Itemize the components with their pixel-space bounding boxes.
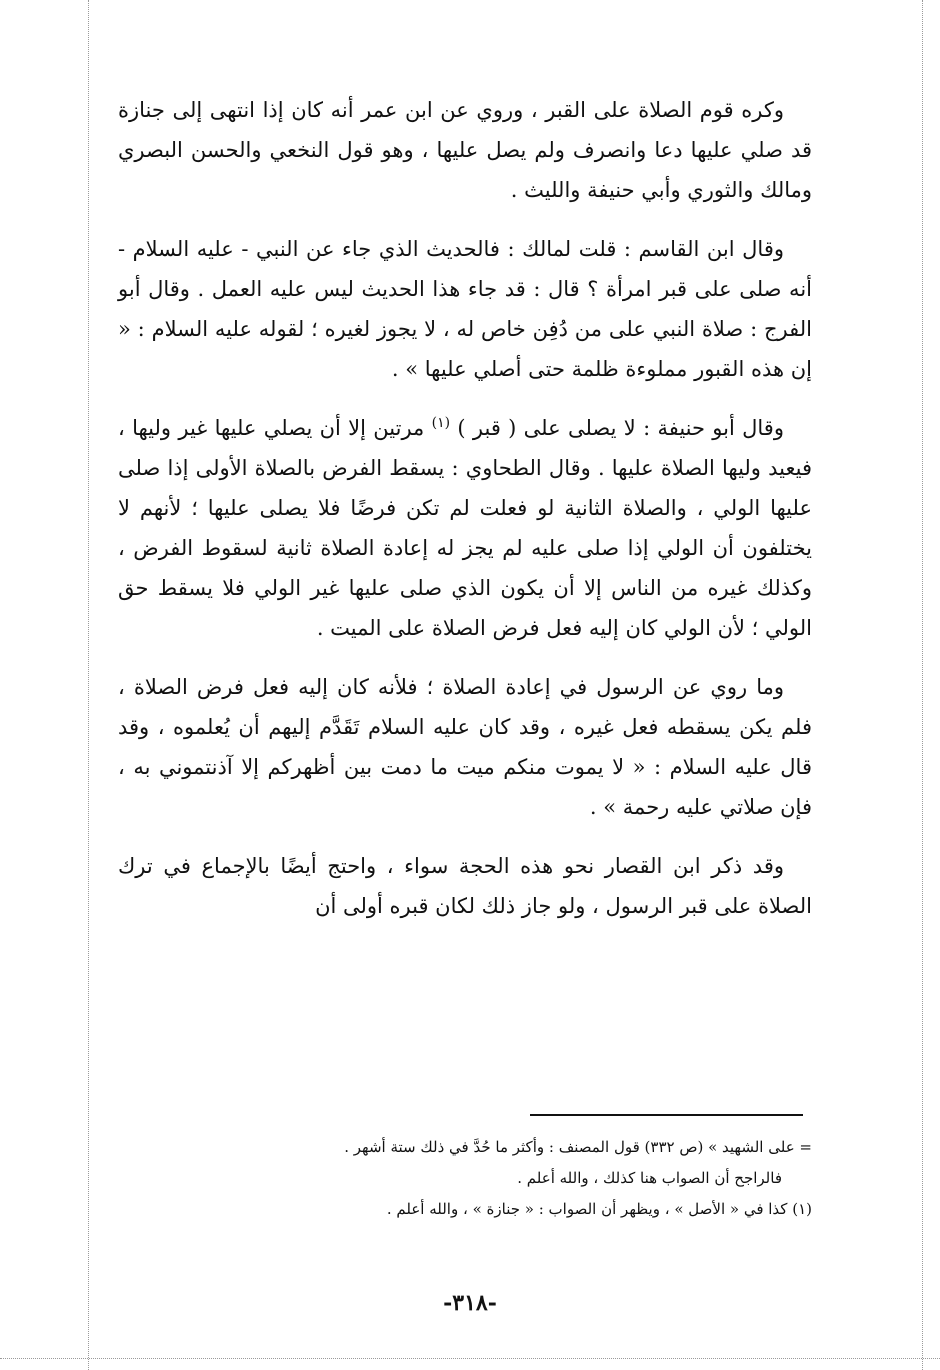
paragraph-2: وقال ابن القاسم : قلت لمالك : فالحديث الذي جاء عن النبي - عليه السلام - أنه صلى على قبر امرأة ؟ قال : قد جاء هذا الحديث ليس عليه العمل . وقال أبو الفرج : صلاة النبي على من دُفِن خاص له ، لا يجوز لغيره ؛ لقوله عليه السلام : « إن هذه القبور مملوءة ظلمة حتى أصلي عليها » . <box>118 237 812 381</box>
paragraph-5: وقد ذكر ابن القصار نحو هذه الحجة سواء ، واحتج أيضًا بالإجماع في ترك الصلاة على قبر الرسول ، ولو جاز ذلك لكان قبره أولى أن <box>118 854 812 918</box>
scan-border-right <box>922 0 923 1370</box>
paragraph-3 <box>118 408 812 648</box>
paragraph-3-part-2: مرتين إلا أن يصلي عليها غير وليها ، فيعيد وليها الصلاة عليها . وقال الطحاوي : يسقط الفرض بالصلاة الأولى إذا صلى عليها الولي ، والصلاة الثانية لو فعلت لم تكن فرضًا فلا يصلى عليها ؛ لأنهم لا يختلفون أن الولي إذا صلى عليه لم يجز له إعادة الصلاة ثانية لسقوط الفرض ، وكذلك غيره من الناس إلا أن يكون الذي صلى عليها غير الولي فلا يسقط حق الولي ؛ لأن الولي كان إليه فعل فرض الصلاة على الميت . <box>118 416 812 640</box>
footnotes <box>118 1132 812 1225</box>
footnote-continued: = على الشهيد » (ص ٣٣٢) قول المصنف : وأكثر ما حُدَّ في ذلك ستة أشهر . <box>344 1138 812 1156</box>
footnote-1: (١) كذا في « الأصل » ، ويظهر أن الصواب : « جنازة » ، والله أعلم . <box>386 1200 812 1218</box>
paragraph-3-part-1: وقال أبو حنيفة : لا يصلى على ( قبر ) <box>450 416 784 440</box>
paragraph-1: وكره قوم الصلاة على القبر ، وروي عن ابن عمر أنه كان إذا انتهى إلى جنازة قد صلي عليها دعا وانصرف ولم يصل عليها ، وهو قول النخعي والحسن البصري ومالك والثوري وأبي حنيفة والليث . <box>118 98 813 202</box>
footnote-ref-1[interactable]: (١) <box>431 415 451 431</box>
footnote-divider <box>530 1114 803 1116</box>
footnote-continued-line-2: فالراجح أن الصواب هنا كذلك ، والله أعلم . <box>517 1169 782 1187</box>
scan-border-bottom <box>0 1358 940 1359</box>
main-text <box>118 90 812 945</box>
scan-border-left <box>88 0 89 1370</box>
paragraph-4: وما روي عن الرسول في إعادة الصلاة ؛ فلأنه كان إليه فعل فرض الصلاة ، فلم يكن يسقطه فعل غيره ، وقد كان عليه السلام تَقَدَّم إليهم أن يُعلموه ، وقد قال عليه السلام : « لا يموت منكم ميت ما دمت بين أظهركم إلا آذنتموني به ، فإن صلاتي عليه رحمة » . <box>118 675 812 819</box>
page-number: -٣١٨- <box>443 1290 497 1316</box>
